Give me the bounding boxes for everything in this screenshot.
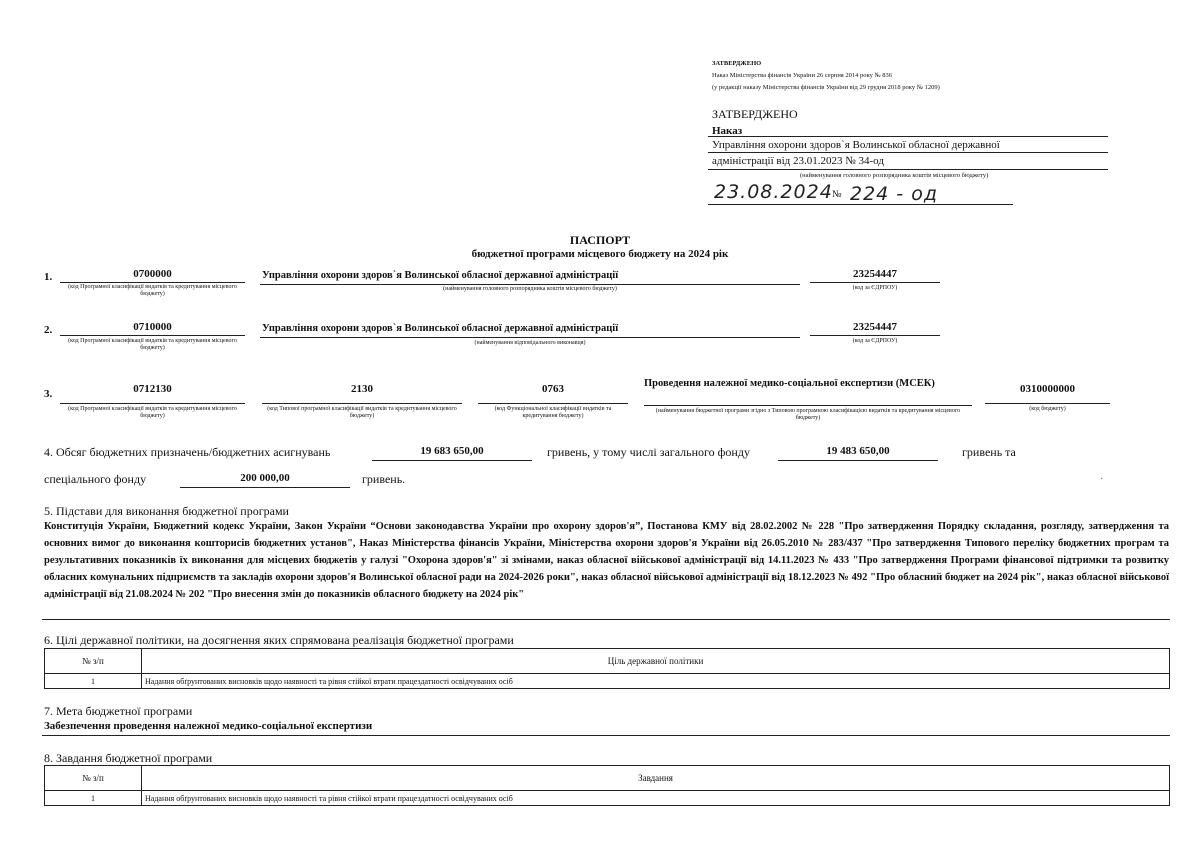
row3-budget-caption: (код бюджету): [1029, 406, 1066, 412]
approval-caption: (найменування головного розпорядника коштів місцевого бюджету): [800, 172, 989, 179]
volume-total: 19 683 650,00: [420, 445, 484, 457]
row3-functional: 0763: [542, 383, 564, 395]
section8-title: 8. Завдання бюджетної програми: [44, 751, 213, 765]
section7-text: Забезпечення проведення належної медико-соціальної експертизи: [44, 720, 373, 732]
row1-num: 1.: [44, 271, 53, 283]
goals-col-goal: Ціль державної політики: [142, 649, 1170, 674]
approval-org-line2: адміністрації від 23.01.2023 № 34-од: [712, 155, 884, 167]
row1-name: Управління охорони здоров`я Волинської обласної державної адміністрації: [262, 270, 619, 281]
row2-code-caption: (код Програмної класифікації видатків та кредитування місцевого бюджету): [68, 338, 237, 351]
goals-row-text: Надання обґрунтованих висновків щодо наявності та рівня стійкої втрати працездатності освідчуваних осіб: [142, 674, 1170, 689]
volume-general: 19 483 650,00: [826, 445, 890, 457]
row1-code-caption: (код Програмної класифікації видатків та кредитування місцевого бюджету): [68, 284, 237, 297]
section5-title: 5. Підстави для виконання бюджетної програми: [44, 504, 289, 518]
goals-row-num: 1: [45, 674, 142, 689]
tasks-col-task: Завдання: [142, 766, 1170, 791]
row2-code: 0710000: [133, 321, 172, 333]
row3-budget-code: 0310000000: [1020, 383, 1075, 395]
row1-code: 0700000: [133, 268, 172, 280]
volume-label: 4. Обсяг бюджетних призначень/бюджетних асигнувань: [44, 445, 331, 459]
tasks-row-num: 1: [45, 791, 142, 806]
row3-num: 3.: [44, 388, 53, 400]
handwritten-no-label: №: [832, 189, 842, 200]
volume-special: 200 000,00: [240, 472, 290, 484]
tasks-row-text: Надання обґрунтованих висновків щодо наявності та рівня стійкої втрати працездатності освідчуваних осіб: [142, 791, 1170, 806]
row1-edrpou: 23254447: [853, 268, 897, 280]
goals-table: [44, 648, 1170, 689]
passport-subtitle: бюджетної програми місцевого бюджету на 2024 рік: [471, 248, 729, 260]
row3-program-caption: (найменування бюджетної програми згідно з Типовою програмною класифікацією видатків та кредитування місцевого бюджету): [655, 408, 961, 421]
approval-title: ЗАТВЕРДЖЕНО: [712, 107, 798, 121]
section6-title: 6. Цілі державної політики, на досягнення яких спрямована реалізація бюджетної програми: [44, 633, 514, 647]
approval-top-line1: Наказ Міністерства фінансів України 26 серпня 2014 року № 836: [712, 72, 893, 79]
tasks-table: [44, 765, 1170, 806]
passport-title: ПАСПОРТ: [569, 233, 631, 247]
row2-name-caption: (найменування відповідального виконавця): [474, 340, 586, 346]
volume-end: гривень та: [962, 445, 1016, 459]
row1-edrpou-caption: (код за ЄДРПОУ): [852, 285, 898, 291]
row3-code: 0712130: [133, 383, 172, 395]
row2-edrpou: 23254447: [853, 321, 897, 333]
approval-order: Наказ: [712, 125, 743, 137]
row3-functional-caption: (код Функціональної класифікації видатків та кредитування бюджету): [494, 406, 612, 419]
row3-typical-caption: (код Типової програмної класифікації видатків та кредитування місцевого бюджету): [267, 406, 457, 419]
table-row: [45, 791, 1170, 806]
approval-top-title: ЗАТВЕРДЖЕНО: [712, 60, 762, 67]
table-row: [45, 674, 1170, 689]
tasks-col-num: № з/п: [45, 766, 142, 791]
section7-title: 7. Мета бюджетної програми: [44, 704, 193, 718]
row2-name: Управління охорони здоров`я Волинської обласної державної адміністрації: [262, 323, 619, 334]
row3-code-caption: (код Програмної класифікації видатків та кредитування місцевого бюджету): [68, 406, 237, 419]
approval-top-line2: (у редакції наказу Міністерства фінансів України від 29 грудня 2018 року № 1209): [712, 84, 940, 91]
row2-num: 2.: [44, 324, 53, 336]
volume-special-label: спеціального фонду: [44, 472, 147, 486]
goals-col-num: № з/п: [45, 649, 142, 674]
row1-name-caption: (найменування головного розпорядника коштів місцевого бюджету): [443, 286, 617, 292]
volume-special-end: гривень.: [362, 472, 406, 486]
row2-edrpou-caption: (код за ЄДРПОУ): [852, 338, 898, 344]
handwritten-date: 23.08.2024: [714, 181, 833, 203]
section5-text: Конституція України, Бюджетний кодекс України, Закон України “Основи законодавства України про охорону здоров'я”, Постанова КМУ від 28.02.2002 № 228 "Про затвердження Порядку складання, розгляду, затвердження та основних вимог до виконання кошторисів бюджетних установ", Наказ Міністерства фінансів України, Міністерства охорони здоров'я України від 26.05.2010 № 283/437 "Про затвердження Типового переліку бюджетних програм та результативних показників їх виконання для місцевих бюджетів у галузі "Охорона здоров'я" зі змінами, наказ обласної військової адміністрації від 14.11.2023 № 433 "Про затвердження Програми фінансової підтримки та розвитку обласних комунальних підприємств та закладів охорони здоров'я Волинської обласної ради на 2024-2026 роки", наказ обласної військової адміністрації від 18.12.2023 № 492 "Про обласний бюджет на 2024 рік", наказ обласної військової адміністрації від 21.08.2024 № 202 "Про внесення змін до показників обласного бюджету на 2024 рік": [44, 521, 1169, 600]
handwritten-number: 224 - од: [850, 183, 938, 205]
approval-org-line1: Управління охорони здоров`я Волинської обласної державної: [712, 139, 1000, 151]
row3-typical: 2130: [351, 383, 373, 395]
row3-program-name: Проведення належної медико-соціальної експертизи (МСЕК): [644, 378, 935, 389]
volume-mid: гривень, у тому числі загального фонду: [547, 445, 750, 459]
